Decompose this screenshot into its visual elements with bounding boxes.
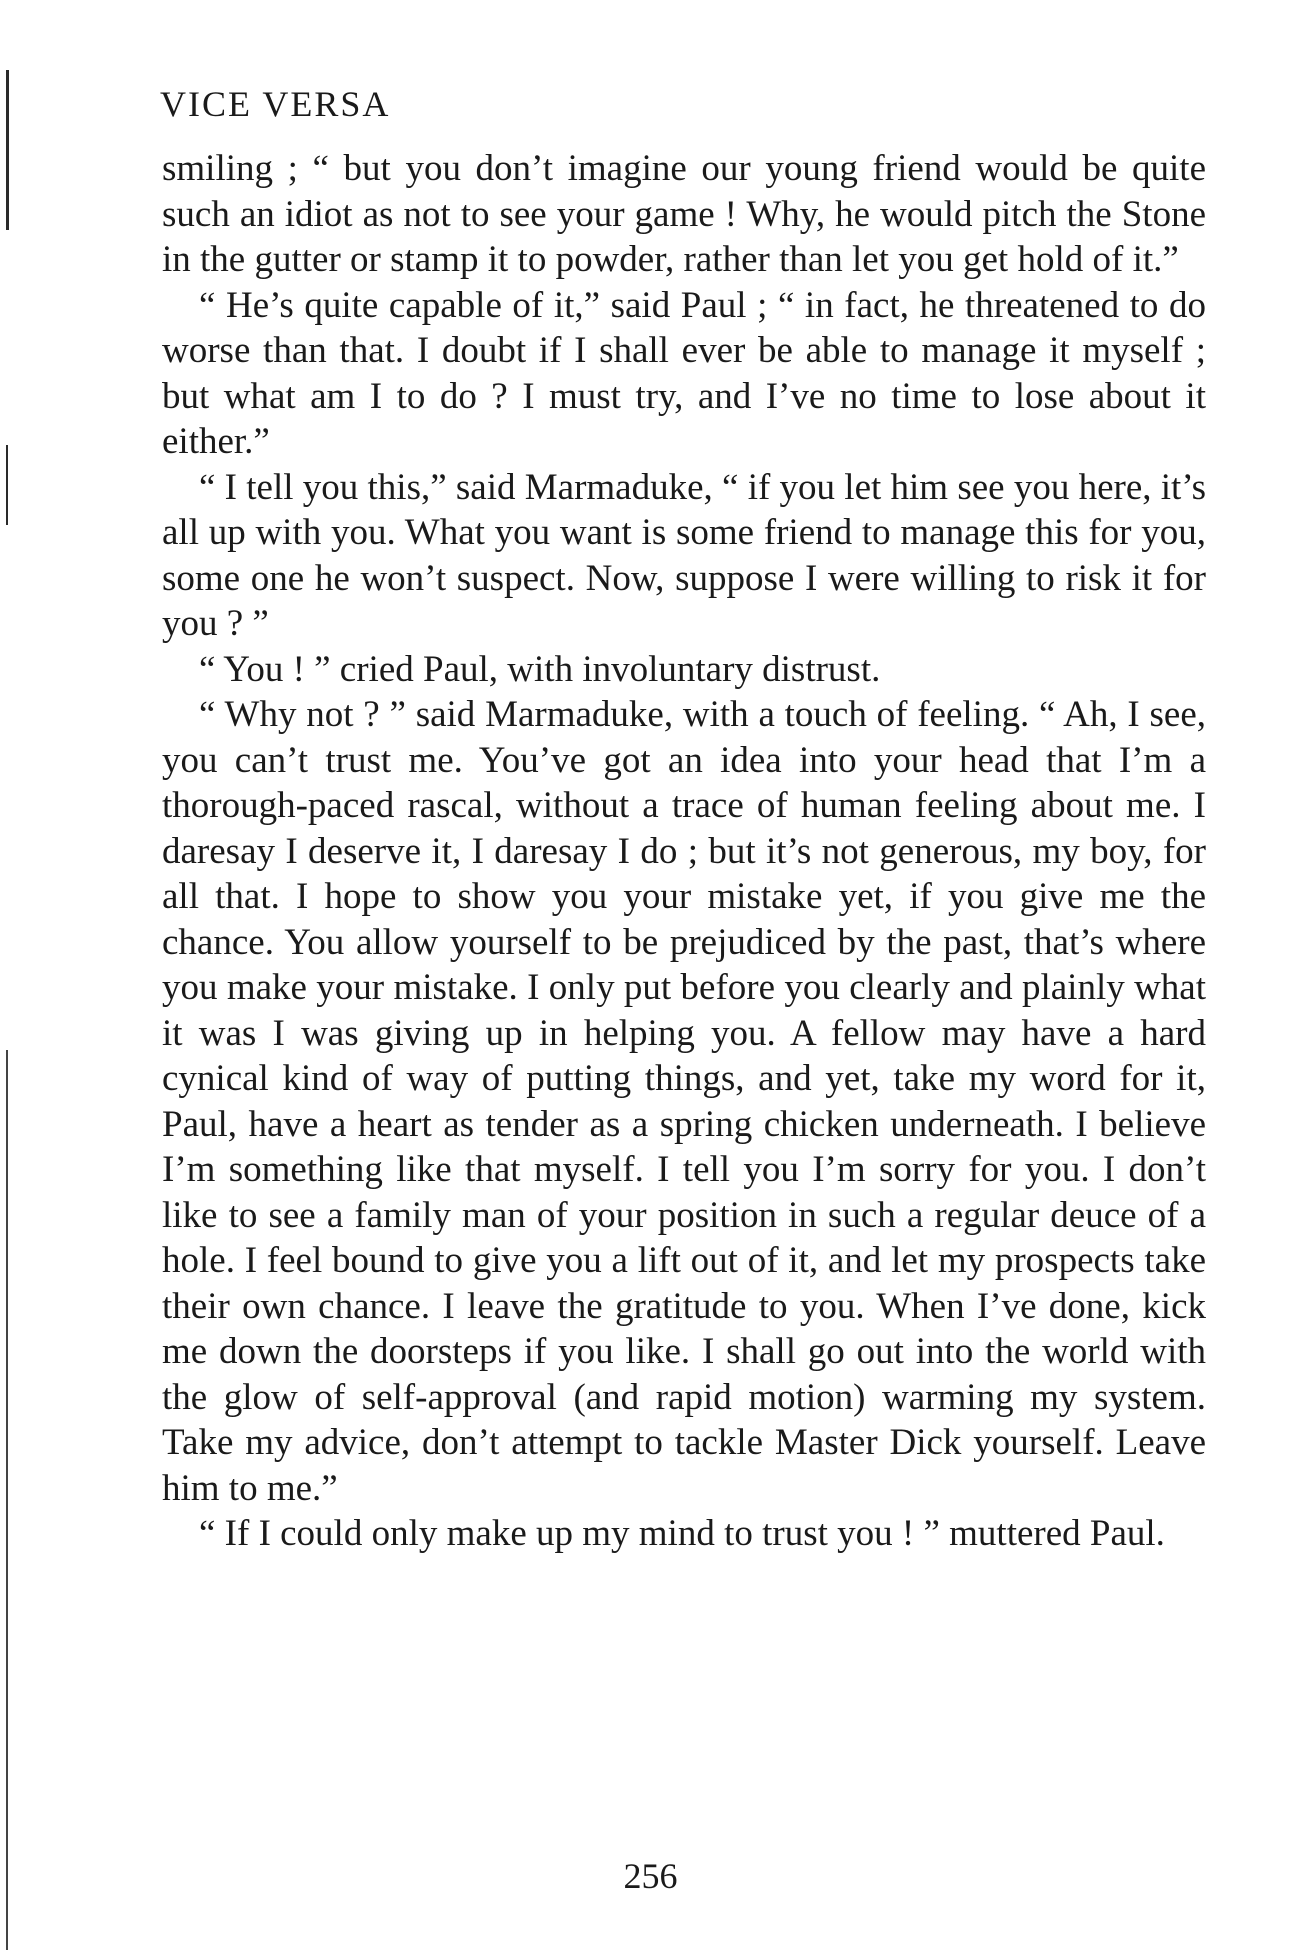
paragraph: “ I tell you this,” said Marmaduke, “ if you let him see you here, it’s all up with you. What you want is some friend to manage this for you, some one he won’t suspect. Now, suppose I were willing to risk it for you ? ” — [162, 466, 1206, 644]
binding-edge-mark — [6, 1050, 8, 1950]
binding-edge-mark — [6, 70, 9, 230]
paragraph: “ If I could only make up my mind to trust you ! ” muttered Paul. — [199, 1513, 1165, 1554]
running-head: VICE VERSA — [160, 84, 391, 124]
paragraph: smiling ; “ but you don’t imagine our young friend would be quite such an idiot as not to see your game ! Why, he would pitch the Stone in the gutter or stamp it to powder, rather than let you get hold of it.” — [162, 148, 1206, 280]
paragraph: “ You ! ” cried Paul, with involuntary distrust. — [199, 648, 881, 690]
body-text — [162, 146, 1206, 1557]
paragraph: “ Why not ? ” said Marmaduke, with a touch of feeling. “ Ah, I see, you can’t trust me. You’ve got an idea into your head that I’m a thorough-paced rascal, without a trace of human feeling about me. I daresay I deserve it, I daresay I do ; but it’s not generous, my boy, for all that. I hope to show you your mistake yet, if you give me the chance. You allow yourself to be prejudiced by the past, that’s where you make your mistake. I only put before you clearly and plainly what it was I was giving up in helping you. A fellow may have a hard cynical kind of way of putting things, and yet, take my word for it, Paul, have a heart as tender as a spring chicken underneath. I believe I’m something like that myself. I tell you I’m sorry for you. I don’t like to see a family man of your position in such a regular deuce of a hole. I feel bound to give you a lift out of it, and let my prospects take their own chance. I leave the gratitude to you. When I’ve done, kick me down the doorsteps if you like. I shall go out into the world with the glow of self-approval (and rapid motion) warming my system. Take my advice, don’t attempt to tackle Master Dick yourself. Leave him to me.” — [162, 694, 1206, 1509]
page-number: 256 — [623, 1856, 678, 1896]
binding-edge-mark — [6, 445, 8, 525]
paragraph: “ He’s quite capable of it,” said Paul ; “ in fact, he threatened to do worse than that. I doubt if I shall ever be able to manage it myself ; but what am I to do ? I must try, and I’ve no time to lose about it either.” — [162, 284, 1206, 462]
